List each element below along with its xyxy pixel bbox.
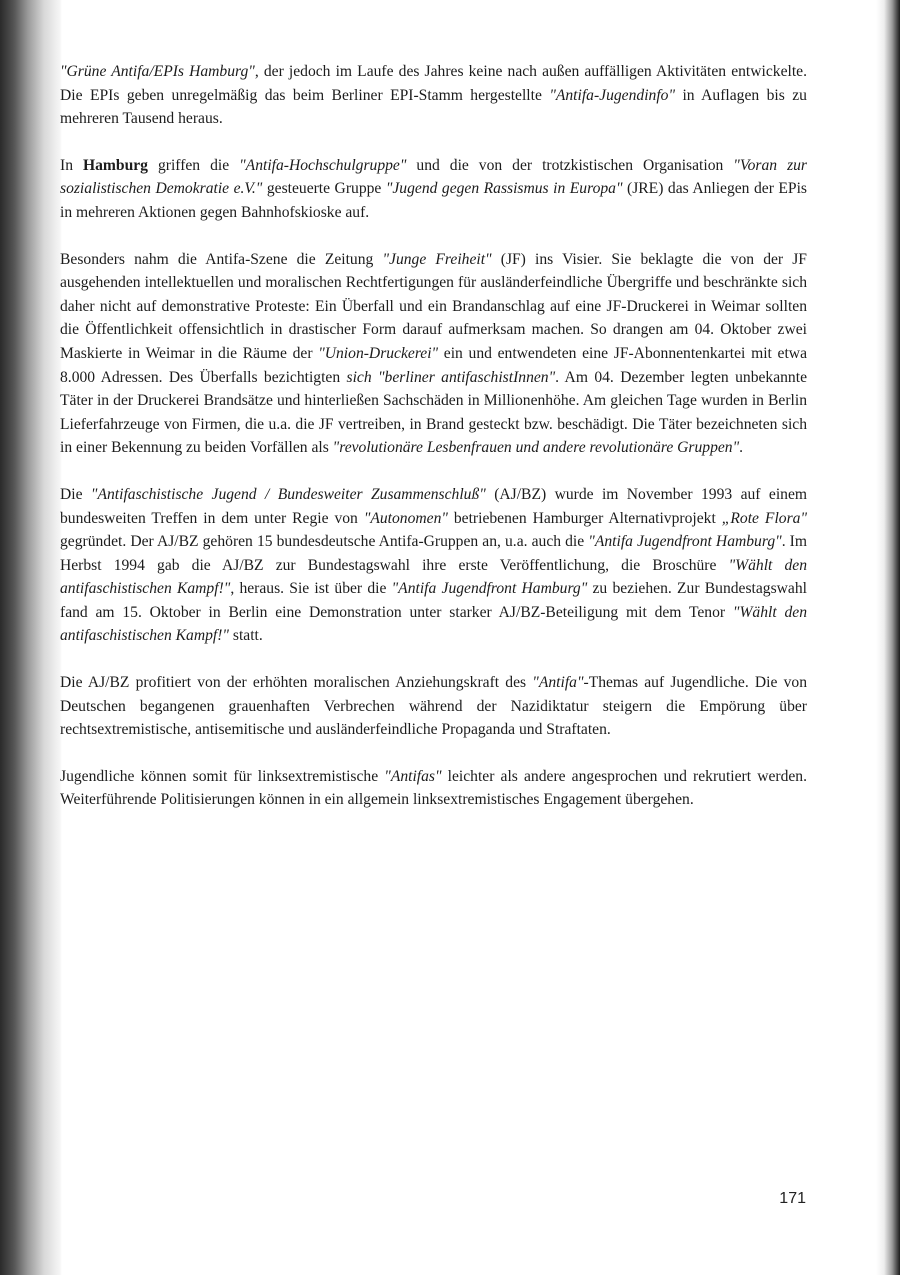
text-run: gesteuerte Gruppe: [262, 180, 386, 198]
text-run: in Auflagen bis zu mehreren Tausend heraus.: [60, 86, 807, 128]
paragraph-hamburg: [60, 154, 807, 225]
paragraph-junge-freiheit: [60, 248, 807, 460]
italic-quote: „Rote Flora": [721, 509, 808, 527]
text-run: Die: [60, 485, 91, 503]
book-gutter-shadow: [0, 0, 62, 1275]
text-run: betriebenen Hamburger Alternativprojekt: [447, 509, 722, 527]
italic-quote: "Jugend gegen Rassismus in Europa": [385, 180, 623, 198]
italic-quote: "revolutionäre Lesbenfrauen und andere revolutionäre Gruppen": [332, 439, 740, 457]
italic-quote: "Antifa Jugendfront Hamburg": [588, 533, 782, 551]
text-run: ein und entwendeten eine JF-Abonnentenkartei mit etwa 8.000 Adressen. Des Überfalls bezichtigten: [60, 344, 807, 386]
text-run: statt.: [228, 627, 263, 645]
page-edge-shadow: [876, 0, 900, 1275]
text-run: , heraus. Sie ist über die: [230, 580, 392, 598]
paragraph-ajbz-profit: [60, 671, 807, 742]
italic-quote: "Antifa": [532, 674, 584, 692]
text-run: griffen die: [147, 156, 240, 174]
italic-quote: sich "berliner antifaschistInnen": [346, 368, 556, 386]
italic-quote: "Antifas": [384, 767, 442, 785]
italic-quote: "Antifa Jugendfront Hamburg": [391, 580, 588, 598]
text-run: .: [739, 439, 744, 457]
page-number: 171: [779, 1190, 806, 1207]
italic-quote: "Grüne Antifa/EPIs Hamburg": [60, 63, 255, 80]
paragraph-jugendliche: [60, 765, 807, 812]
text-run: gegründet. Der AJ/BZ gehören 15 bundesdeutsche Antifa-Gruppen an, u.a. auch die: [60, 533, 589, 551]
text-run: zu beziehen. Zur Bundestagswahl fand am 15. Oktober in Berlin eine Demonstration unter starker AJ/BZ-Beteiligung mit dem Tenor: [60, 580, 807, 621]
text-run: (JRE) das Anliegen der EPis in mehreren Aktionen gegen Bahnhofskioske auf.: [60, 180, 807, 221]
text-run: Jugendliche können somit für linksextremistische: [60, 767, 385, 785]
text-run: In: [60, 156, 83, 174]
italic-quote: "Antifa-Hochschulgruppe": [239, 156, 407, 174]
italic-quote: "Union-Druckerei": [318, 344, 439, 362]
paragraph-gruene-antifa: [60, 60, 807, 131]
italic-quote: "Wählt den antifaschistischen Kampf!": [60, 556, 808, 598]
text-run: leichter als andere angesprochen und rekrutiert werden. Weiterführende Politisierungen können in ein allgemein linksextremistisches Engagement übergehen.: [60, 767, 807, 809]
bold-text: Hamburg: [82, 156, 148, 174]
italic-quote: "Antifaschistische Jugend / Bundesweiter Zusammenschluß": [90, 485, 486, 503]
paragraph-ajbz: [60, 483, 807, 648]
italic-quote: "Junge Freiheit": [382, 250, 492, 268]
text-run: Die AJ/BZ profitiert von der erhöhten moralischen Anziehungskraft des: [60, 674, 533, 692]
page-body-text: [60, 60, 807, 835]
text-run: Besonders nahm die Antifa-Szene die Zeitung: [60, 250, 383, 268]
italic-quote: "Wählt den antifaschistischen Kampf!": [60, 603, 807, 645]
text-run: (JF) ins Visier. Sie beklagte die von der JF ausgehenden intellektuellen und moralischen Rechtfertigungen für ausländerfeindliche Übergriffe und beschränkte sich daher nicht auf demonstrative Proteste: Ein Überfall und ein Brandanschlag auf eine JF-Druckerei in Weimar sollten die Öffentlichkeit offensichtlich in drastischer Form darauf aufmerksam machen. So drangen am 04. Oktober zwei Maskierte in Weimar in die Räume der: [60, 250, 807, 362]
text-run: , der jedoch im Laufe des Jahres keine nach außen auffälligen Aktivitäten entwickelte. Die EPIs geben unregelmäßig das beim Berliner EPI-Stamm hergestellte: [60, 63, 807, 104]
italic-quote: "Voran zur sozialistischen Demokratie e.V.": [60, 156, 808, 198]
text-run: . Im Herbst 1994 gab die AJ/BZ zur Bundestagswahl ihre erste Veröffentlichung, die Broschüre: [60, 533, 808, 574]
text-run: (AJ/BZ) wurde im November 1993 auf einem bundesweiten Treffen in dem unter Regie von: [60, 485, 807, 527]
text-run: und die von der trotzkistischen Organisation: [406, 156, 734, 174]
text-run: . Am 04. Dezember legten unbekannte Täter in der Druckerei Brandsätze und hinterließen Sachschäden in Millionenhöhe. Am gleichen Tage wurden in Berlin Lieferfahrzeuge von Firmen, die u.a. die JF vertreiben, in Brand gesteckt bzw. beschädigt. Die Täter bezeichneten sich in einer Bekennung zu beiden Vorfällen als: [60, 368, 807, 457]
italic-quote: "Antifa-Jugendinfo": [549, 86, 676, 104]
italic-quote: "Autonomen": [363, 509, 448, 527]
text-run: -Themas auf Jugendliche. Die von Deutschen begangenen grauenhaften Verbrechen während der Nazidiktatur steigern die Empörung über rechtsextremistische, antisemitische und ausländerfeindliche Propaganda und Straftaten.: [60, 674, 807, 739]
